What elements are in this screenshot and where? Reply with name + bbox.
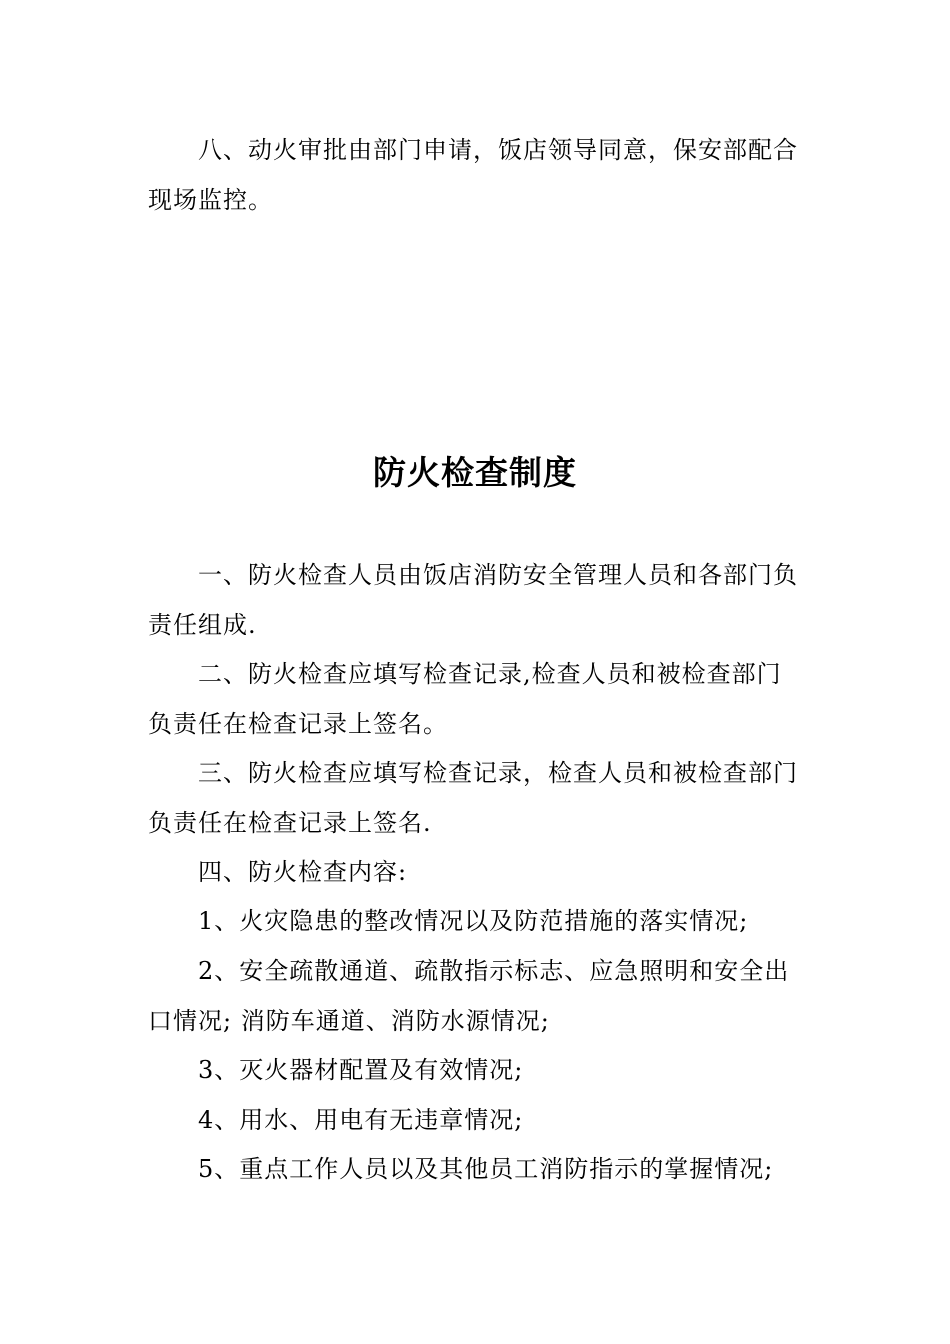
paragraph-fire-permit: 八、动火审批由部门申请，饭店领导同意，保安部配合现场监控。	[148, 136, 798, 214]
page-title: 防火检查制度	[373, 453, 577, 492]
paragraph-1: 一、防火检查人员由饭店消防安全管理人员和各部门负责任组成.	[148, 561, 798, 639]
paragraph-2: 二、防火检查应填写检查记录,检查人员和被检查部门负责任在检查记录上签名。	[148, 660, 782, 738]
list-item-2: 2、安全疏散通道、疏散指示标志、应急照明和安全出口情况; 消防车通道、消防水源情况;	[148, 957, 790, 1035]
list-item-4: 4、用水、用电有无违章情况;	[198, 1106, 524, 1134]
paragraph-3: 三、防火检查应填写检查记录，检查人员和被检查部门负责任在检查记录上签名.	[148, 759, 798, 837]
paragraph-4: 四、防火检查内容:	[198, 858, 408, 886]
list-item-5: 5、重点工作人员以及其他员工消防指示的掌握情况;	[198, 1155, 774, 1183]
list-item-3: 3、灭火器材配置及有效情况;	[198, 1056, 524, 1084]
list-item-1: 1、火灾隐患的整改情况以及防范措施的落实情况;	[198, 907, 749, 935]
